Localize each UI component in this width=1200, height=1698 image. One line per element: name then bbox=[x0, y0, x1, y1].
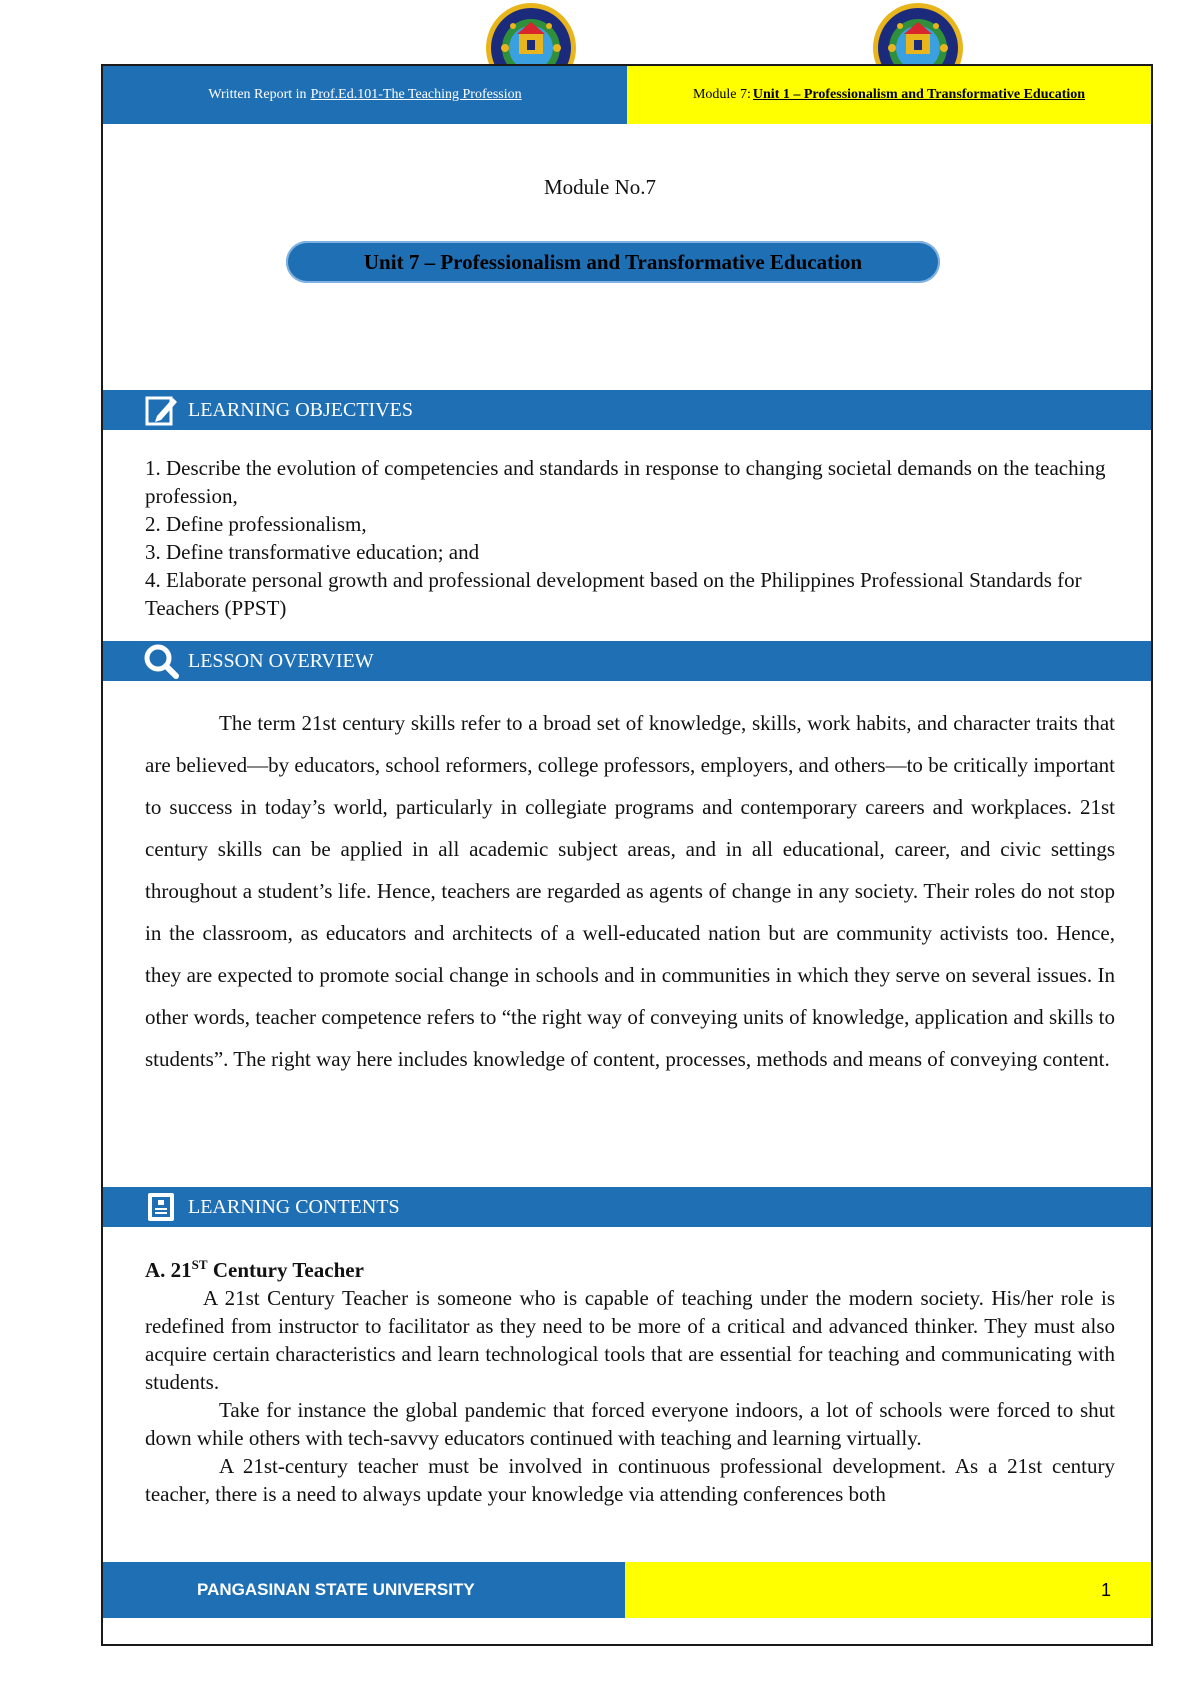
magnifier-icon bbox=[143, 643, 179, 679]
header-course-prefix: Written Report in bbox=[208, 87, 307, 102]
header-course-link[interactable]: Prof.Ed.101-The Teaching Profession bbox=[310, 87, 522, 102]
university-seal-right bbox=[872, 2, 964, 66]
overview-paragraph: The term 21st century skills refer to a broad set of knowledge, skills, work habits, and character traits that are believed—by educators, school reformers, college professors, employers, and others—to be critically important to success in today’s world, particularly in collegiate programs and contemporary careers and workplaces. 21st century skills can be applied in all academic subject areas, and in all educational, career, and civic settings throughout a student’s life. Hence, teachers are regarded as agents of change in any society. Their roles do not stop in the classroom, as educators and architects of a well-educated nation but are community activists too. Hence, they are expected to promote social change in schools and in communities in which they serve on several issues. In other words, teacher competence refers to “the right way of conveying units of knowledge, application and skills to students”. The right way here includes knowledge of content, processes, methods and means of conveying content. bbox=[145, 711, 1115, 1071]
objective-item: 1. Describe the evolution of competencies and standards in response to changing societal demands on the teaching profession, bbox=[145, 456, 1106, 508]
university-seal-left bbox=[485, 2, 577, 66]
header-module-prefix: Module 7: bbox=[692, 87, 751, 102]
objective-item: 4. Elaborate personal growth and professional development based on the Philippines Professional Standards for Teachers (PPST) bbox=[145, 568, 1082, 620]
module-number: Module No.7 bbox=[544, 175, 656, 199]
objective-item: 2. Define professionalism, bbox=[145, 512, 367, 536]
objectives-list bbox=[145, 454, 1115, 622]
content-paragraph: Take for instance the global pandemic that forced everyone indoors, a lot of schools were forced to shut down while others with tech-savvy educators continued with teaching and learning virtually. bbox=[145, 1398, 1115, 1450]
subsection-heading-suffix: Century Teacher bbox=[207, 1258, 364, 1282]
header-module-unit[interactable]: Unit 1 – Professionalism and Transformative Education bbox=[752, 87, 1086, 102]
learning-contents-text bbox=[145, 1251, 1115, 1508]
footer-university-name: PANGASINAN STATE UNIVERSITY bbox=[197, 1580, 475, 1599]
content-paragraph: A 21st-century teacher must be involved in continuous professional development. As a 21st century teacher, there is a need to always update your knowledge via attending conferences both bbox=[145, 1454, 1115, 1506]
footer-university-banner bbox=[103, 1562, 625, 1618]
learning-contents-bar bbox=[103, 1187, 1151, 1227]
header-module-banner bbox=[627, 66, 1151, 124]
learning-contents-heading: LEARNING CONTENTS bbox=[188, 1196, 400, 1218]
subsection-heading-prefix: A. 21 bbox=[145, 1258, 192, 1282]
lesson-overview-text bbox=[145, 702, 1115, 1080]
header-course-banner bbox=[103, 66, 627, 124]
page-number: 1 bbox=[1100, 1579, 1111, 1600]
document-icon bbox=[143, 1189, 179, 1225]
learning-objectives-heading: LEARNING OBJECTIVES bbox=[188, 399, 413, 421]
lesson-overview-heading: LESSON OVERVIEW bbox=[188, 650, 374, 672]
content-paragraph: A 21st Century Teacher is someone who is capable of teaching under the modern society. His/her role is redefined from instructor to facilitator as they need to be more of a critical and advanced thinker. They must also acquire certain characteristics and learn technological tools that are essential for teaching and communicating with students. bbox=[145, 1286, 1115, 1394]
objective-item: 3. Define transformative education; and bbox=[145, 540, 480, 564]
footer-page-banner bbox=[625, 1562, 1151, 1618]
subsection-heading bbox=[145, 1251, 1115, 1284]
unit-title: Unit 7 – Professionalism and Transformative Education bbox=[363, 249, 863, 274]
pencil-edit-icon bbox=[143, 392, 179, 428]
lesson-overview-bar bbox=[103, 641, 1151, 681]
subsection-heading-sup: ST bbox=[191, 1257, 208, 1272]
learning-objectives-bar bbox=[103, 390, 1151, 430]
unit-title-pill bbox=[286, 241, 940, 283]
